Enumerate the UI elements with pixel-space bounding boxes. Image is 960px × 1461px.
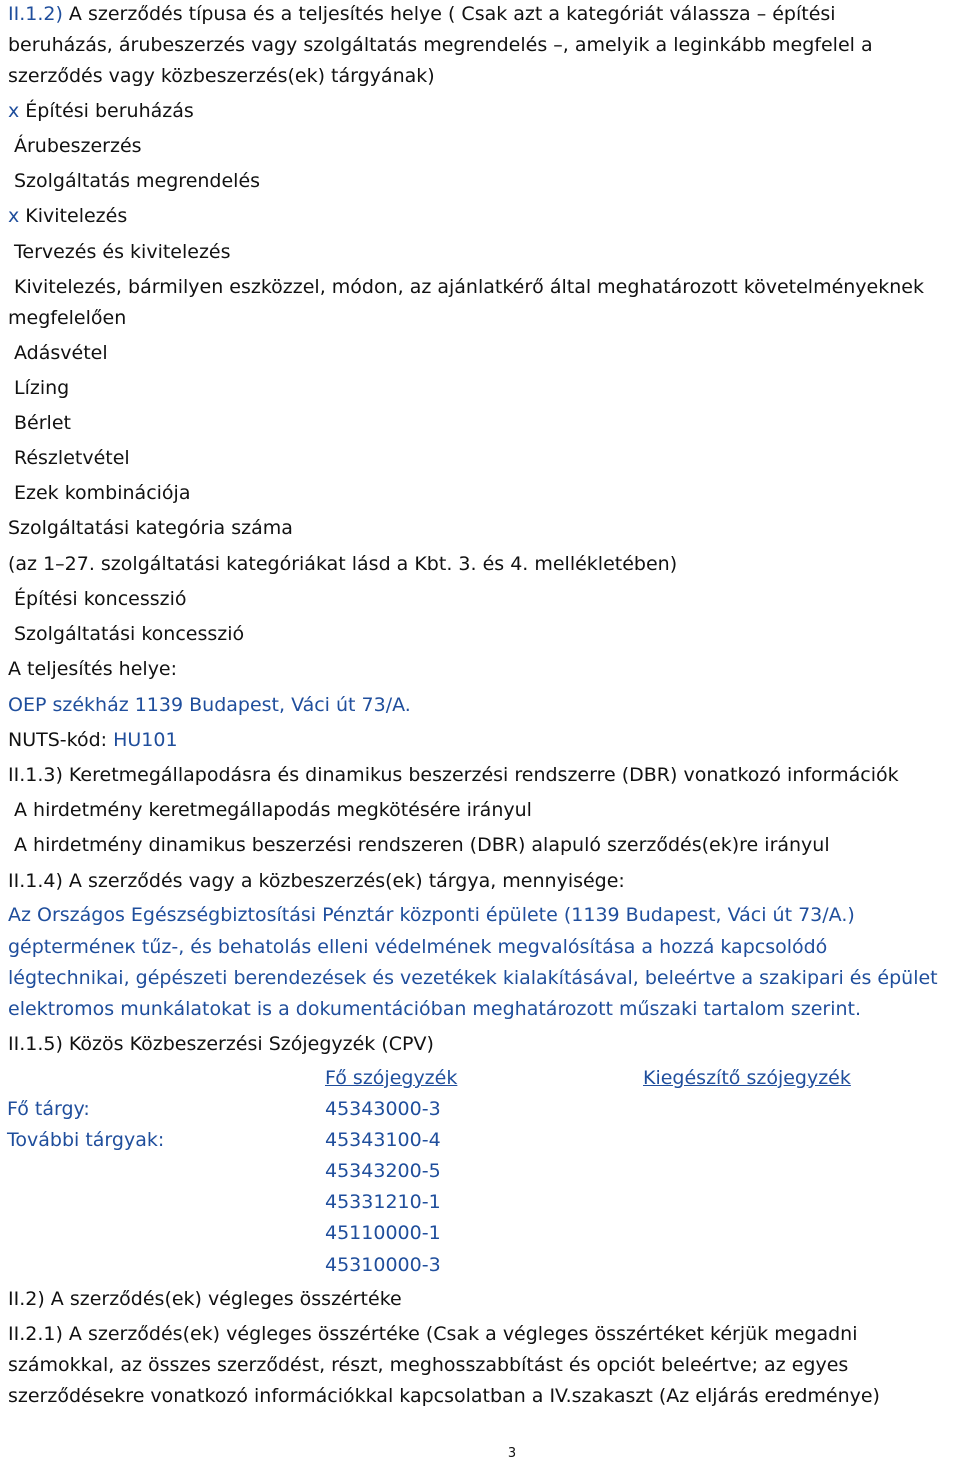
additional-object-code: 45310000-3 xyxy=(325,1254,441,1276)
page-number: 3 xyxy=(507,1446,517,1461)
nuts-label: NUTS-kód: xyxy=(8,729,114,751)
subsection-line-1: II.2.1) A szerződés(ek) végleges összértéke (Csak a végleges összértéket kérjük megadni xyxy=(8,1323,858,1345)
section-heading-line-1 xyxy=(8,2,836,26)
option-szolgaltatas: Szolgáltatás megrendelés xyxy=(14,170,261,192)
additional-object-code: 45343100-4 xyxy=(325,1129,441,1151)
column-header-supplementary-vocabulary: Kiegészítő szójegyzék xyxy=(643,1067,851,1089)
main-object-label: Fő tárgy: xyxy=(7,1098,90,1120)
checked-mark: x xyxy=(8,100,20,122)
main-object-code: 45343000-3 xyxy=(325,1098,441,1120)
option-reszletvetel: Részletvétel xyxy=(14,447,130,469)
subsection-line-3: szerződésekre vonatkozó információkkal kapcsolatban a IV.szakaszt (Az eljárás eredménye) xyxy=(8,1385,880,1407)
option-barmilyen-line-2: megfelelően xyxy=(8,307,127,329)
description-line-2: gépterméneк tűz-, és behatolás elleni védelmének megvalósítása a hozzá kapcsolódó xyxy=(8,936,828,958)
section-heading: II.2) A szerződés(ek) végleges összértéke xyxy=(8,1288,402,1310)
description-line-1: Az Országos Egészségbiztosítási Pénztár központi épülete (1139 Budapest, Váci út 73/A.) xyxy=(8,904,855,926)
nuts-value: HU101 xyxy=(113,729,178,751)
option-kombinacio: Ezek kombinációja xyxy=(14,482,191,504)
option-kivitelezes: x Kivitelezés xyxy=(8,205,128,227)
option-szolgaltatasi-koncesszio: Szolgáltatási koncesszió xyxy=(14,623,245,645)
place-of-performance-value: OEP székház 1139 Budapest, Váci út 73/A. xyxy=(8,694,411,716)
place-of-performance-label: A teljesítés helye: xyxy=(8,658,178,680)
section-heading-text: A szerződés típusa és a teljesítés helye ( Csak azt a kategóriát válassza – építési xyxy=(62,3,836,25)
service-category-label: Szolgáltatási kategória száma xyxy=(8,517,293,539)
option-keretmegallapodas: A hirdetmény keretmegállapodás megkötésére irányul xyxy=(14,799,532,821)
option-epitesi-beruhazas: x Építési beruházás xyxy=(8,100,194,122)
additional-objects-label: További tárgyak: xyxy=(7,1129,165,1151)
service-category-note: (az 1–27. szolgáltatási kategóriákat lásd a Kbt. 3. és 4. mellékletében) xyxy=(8,553,678,575)
option-adasvetel: Adásvétel xyxy=(14,342,108,364)
subsection-line-2: számokkal, az összes szerződést, részt, meghosszabbítást és opciót beleértve; az egyes xyxy=(8,1354,849,1376)
section-heading: II.1.4) A szerződés vagy a közbeszerzés(ek) tárgya, mennyisége: xyxy=(8,870,625,892)
option-arubeszerzes: Árubeszerzés xyxy=(14,135,142,157)
section-heading-line-3: szerződés vagy közbeszerzés(ek) tárgyának) xyxy=(8,65,435,87)
option-epitesi-koncesszio: Építési koncesszió xyxy=(14,588,187,610)
option-lizing: Lízing xyxy=(14,377,70,399)
section-heading: II.1.5) Közös Közbeszerzési Szójegyzék (CPV) xyxy=(8,1033,434,1055)
option-dbr: A hirdetmény dinamikus beszerzési rendszeren (DBR) alapuló szerződés(ek)re irányul xyxy=(14,834,830,856)
nuts-code xyxy=(8,728,178,752)
checked-mark: x xyxy=(8,205,20,227)
option-tervezes: Tervezés és kivitelezés xyxy=(14,241,231,263)
column-header-main-vocabulary: Fő szójegyzék xyxy=(325,1067,458,1089)
additional-object-code: 45343200-5 xyxy=(325,1160,441,1182)
section-heading-line-2: beruházás, árubeszerzés vagy szolgáltatás megrendelés –, amelyik a leginkább megfelel a xyxy=(8,34,873,56)
additional-object-code: 45110000-1 xyxy=(325,1222,441,1244)
description-line-4: elektromos munkálatokat is a dokumentációban meghatározott műszaki tartalom szerint. xyxy=(8,998,862,1020)
section-heading: II.1.3) Keretmegállapodásra és dinamikus beszerzési rendszerre (DBR) vonatkozó információk xyxy=(8,764,899,786)
description-line-3: légtechnikai, gépészeti berendezések és vezetékek kialakításával, beleértve a szakipari és épület xyxy=(8,967,938,989)
option-barmilyen-line-1: Kivitelezés, bármilyen eszközzel, módon, az ajánlatkérő által meghatározott követelményeknek xyxy=(14,276,924,298)
option-berlet: Bérlet xyxy=(14,412,71,434)
additional-object-code: 45331210-1 xyxy=(325,1191,441,1213)
section-number: II.1.2) xyxy=(8,3,63,25)
